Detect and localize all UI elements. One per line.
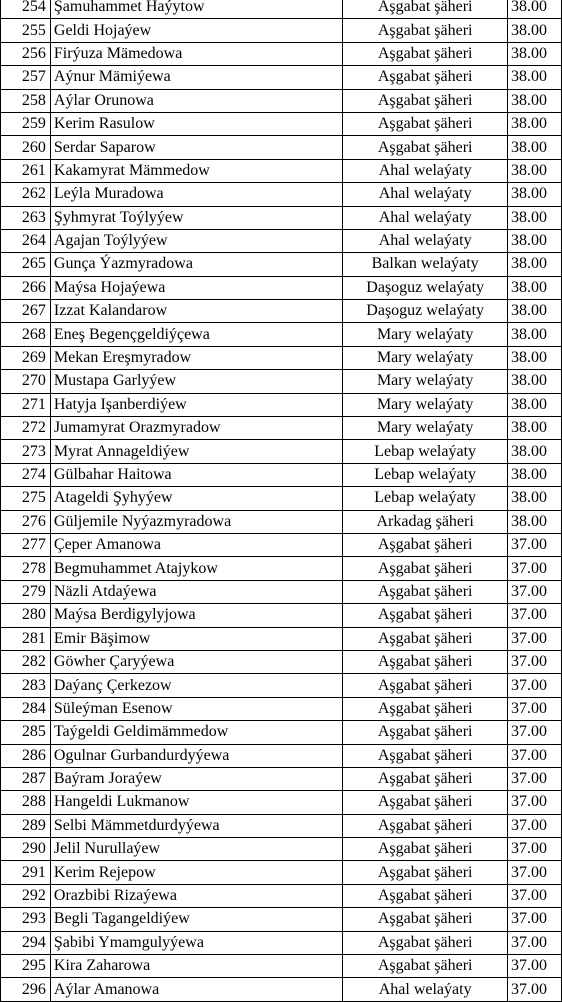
score-cell: 38.00 xyxy=(508,276,562,299)
name-cell: Eneş Begençgeldiýçewa xyxy=(50,323,342,346)
region-cell: Aşgabat şäheri xyxy=(343,89,508,112)
score-cell: 38.00 xyxy=(508,159,562,182)
table-row xyxy=(1,370,562,393)
row-number-cell: 278 xyxy=(1,557,51,580)
region-cell: Aşgabat şäheri xyxy=(343,908,508,931)
score-cell: 37.00 xyxy=(508,604,562,627)
row-number-cell: 258 xyxy=(1,89,51,112)
score-cell: 38.00 xyxy=(508,89,562,112)
region-cell: Ahal welaýaty xyxy=(343,229,508,252)
row-number-cell: 257 xyxy=(1,66,51,89)
row-number-cell: 262 xyxy=(1,183,51,206)
table-row xyxy=(1,463,562,486)
row-number-cell: 275 xyxy=(1,487,51,510)
region-cell: Lebap welaýaty xyxy=(343,463,508,486)
region-cell: Aşgabat şäheri xyxy=(343,66,508,89)
row-number-cell: 295 xyxy=(1,955,51,978)
region-cell: Lebap welaýaty xyxy=(343,440,508,463)
score-cell: 37.00 xyxy=(508,721,562,744)
name-cell: Aýnur Mämiýewa xyxy=(50,66,342,89)
table-row xyxy=(1,721,562,744)
region-cell: Aşgabat şäheri xyxy=(343,604,508,627)
region-cell: Aşgabat şäheri xyxy=(343,767,508,790)
table-row xyxy=(1,393,562,416)
name-cell: Aýlar Orunowa xyxy=(50,89,342,112)
score-cell: 38.00 xyxy=(508,183,562,206)
row-number-cell: 285 xyxy=(1,721,51,744)
row-number-cell: 280 xyxy=(1,604,51,627)
name-cell: Izzat Kalandarow xyxy=(50,300,342,323)
table-row xyxy=(1,767,562,790)
score-cell: 37.00 xyxy=(508,838,562,861)
score-cell: 38.00 xyxy=(508,440,562,463)
score-cell: 38.00 xyxy=(508,253,562,276)
score-cell: 37.00 xyxy=(508,767,562,790)
name-cell: Myrat Annageldiýew xyxy=(50,440,342,463)
row-number-cell: 260 xyxy=(1,136,51,159)
name-cell: Şabibi Ymamgulyýewa xyxy=(50,931,342,954)
table-row xyxy=(1,580,562,603)
table-row xyxy=(1,908,562,931)
name-cell: Gunça Ýazmyradowa xyxy=(50,253,342,276)
row-number-cell: 263 xyxy=(1,206,51,229)
table-row xyxy=(1,42,562,65)
table-body xyxy=(1,0,562,1001)
region-cell: Mary welaýaty xyxy=(343,346,508,369)
name-cell: Näzli Atdaýewa xyxy=(50,580,342,603)
name-cell: Geldi Hojaýew xyxy=(50,19,342,42)
row-number-cell: 279 xyxy=(1,580,51,603)
score-cell: 37.00 xyxy=(508,650,562,673)
name-cell: Süleýman Esenow xyxy=(50,697,342,720)
score-cell: 37.00 xyxy=(508,580,562,603)
region-cell: Aşgabat şäheri xyxy=(343,557,508,580)
score-cell: 37.00 xyxy=(508,955,562,978)
name-cell: Gülbahar Haitowa xyxy=(50,463,342,486)
name-cell: Şyhmyrat Toýlyýew xyxy=(50,206,342,229)
score-cell: 38.00 xyxy=(508,510,562,533)
score-cell: 37.00 xyxy=(508,908,562,931)
row-number-cell: 273 xyxy=(1,440,51,463)
row-number-cell: 293 xyxy=(1,908,51,931)
region-cell: Aşgabat şäheri xyxy=(343,112,508,135)
region-cell: Lebap welaýaty xyxy=(343,487,508,510)
score-cell: 37.00 xyxy=(508,884,562,907)
table-row xyxy=(1,861,562,884)
score-cell: 37.00 xyxy=(508,627,562,650)
region-cell: Aşgabat şäheri xyxy=(343,19,508,42)
table-row xyxy=(1,19,562,42)
row-number-cell: 271 xyxy=(1,393,51,416)
score-cell: 38.00 xyxy=(508,0,562,19)
row-number-cell: 269 xyxy=(1,346,51,369)
row-number-cell: 288 xyxy=(1,791,51,814)
row-number-cell: 272 xyxy=(1,417,51,440)
row-number-cell: 286 xyxy=(1,744,51,767)
table-row xyxy=(1,0,562,19)
name-cell: Taýgeldi Geldimämmedow xyxy=(50,721,342,744)
region-cell: Ahal welaýaty xyxy=(343,159,508,182)
score-cell: 37.00 xyxy=(508,791,562,814)
row-number-cell: 291 xyxy=(1,861,51,884)
region-cell: Ahal welaýaty xyxy=(343,978,508,1001)
region-cell: Daşoguz welaýaty xyxy=(343,300,508,323)
score-cell: 38.00 xyxy=(508,487,562,510)
region-cell: Aşgabat şäheri xyxy=(343,650,508,673)
table-row xyxy=(1,557,562,580)
region-cell: Aşgabat şäheri xyxy=(343,0,508,19)
table-row xyxy=(1,276,562,299)
row-number-cell: 276 xyxy=(1,510,51,533)
table-row xyxy=(1,533,562,556)
name-cell: Firýuza Mämedowa xyxy=(50,42,342,65)
table-row xyxy=(1,978,562,1001)
row-number-cell: 267 xyxy=(1,300,51,323)
region-cell: Aşgabat şäheri xyxy=(343,791,508,814)
name-cell: Maýsa Hojaýewa xyxy=(50,276,342,299)
score-cell: 38.00 xyxy=(508,19,562,42)
table-row xyxy=(1,300,562,323)
region-cell: Mary welaýaty xyxy=(343,370,508,393)
score-cell: 37.00 xyxy=(508,931,562,954)
name-cell: Orazbibi Rizaýewa xyxy=(50,884,342,907)
region-cell: Aşgabat şäheri xyxy=(343,884,508,907)
region-cell: Aşgabat şäheri xyxy=(343,955,508,978)
table-row xyxy=(1,814,562,837)
row-number-cell: 256 xyxy=(1,42,51,65)
score-cell: 37.00 xyxy=(508,697,562,720)
table-row xyxy=(1,323,562,346)
row-number-cell: 274 xyxy=(1,463,51,486)
row-number-cell: 265 xyxy=(1,253,51,276)
region-cell: Daşoguz welaýaty xyxy=(343,276,508,299)
row-number-cell: 283 xyxy=(1,674,51,697)
row-number-cell: 255 xyxy=(1,19,51,42)
region-cell: Balkan welaýaty xyxy=(343,253,508,276)
region-cell: Aşgabat şäheri xyxy=(343,674,508,697)
region-cell: Aşgabat şäheri xyxy=(343,814,508,837)
name-cell: Kira Zaharowa xyxy=(50,955,342,978)
score-cell: 37.00 xyxy=(508,744,562,767)
table-row xyxy=(1,510,562,533)
name-cell: Kerim Rasulow xyxy=(50,112,342,135)
score-cell: 38.00 xyxy=(508,346,562,369)
table-row xyxy=(1,697,562,720)
region-cell: Aşgabat şäheri xyxy=(343,42,508,65)
table-row xyxy=(1,66,562,89)
table-row xyxy=(1,604,562,627)
name-cell: Daýanç Çerkezow xyxy=(50,674,342,697)
region-cell: Ahal welaýaty xyxy=(343,206,508,229)
table-row xyxy=(1,884,562,907)
score-cell: 38.00 xyxy=(508,112,562,135)
name-cell: Mustapa Garlyýew xyxy=(50,370,342,393)
row-number-cell: 294 xyxy=(1,931,51,954)
table-row xyxy=(1,487,562,510)
region-cell: Aşgabat şäheri xyxy=(343,931,508,954)
row-number-cell: 261 xyxy=(1,159,51,182)
name-cell: Göwher Çaryýewa xyxy=(50,650,342,673)
name-cell: Hatyja Işanberdiýew xyxy=(50,393,342,416)
region-cell: Aşgabat şäheri xyxy=(343,136,508,159)
region-cell: Mary welaýaty xyxy=(343,323,508,346)
score-cell: 38.00 xyxy=(508,323,562,346)
region-cell: Aşgabat şäheri xyxy=(343,533,508,556)
score-cell: 37.00 xyxy=(508,861,562,884)
name-cell: Kerim Rejepow xyxy=(50,861,342,884)
score-cell: 38.00 xyxy=(508,463,562,486)
region-cell: Aşgabat şäheri xyxy=(343,721,508,744)
row-number-cell: 266 xyxy=(1,276,51,299)
score-cell: 38.00 xyxy=(508,66,562,89)
name-cell: Jumamyrat Orazmyradow xyxy=(50,417,342,440)
table-row xyxy=(1,229,562,252)
table-row xyxy=(1,650,562,673)
table-row xyxy=(1,253,562,276)
score-cell: 37.00 xyxy=(508,978,562,1001)
name-cell: Begmuhammet Atajykow xyxy=(50,557,342,580)
region-cell: Mary welaýaty xyxy=(343,393,508,416)
table-row xyxy=(1,183,562,206)
table-row xyxy=(1,136,562,159)
name-cell: Ogulnar Gurbandurdyýewa xyxy=(50,744,342,767)
row-number-cell: 287 xyxy=(1,767,51,790)
region-cell: Mary welaýaty xyxy=(343,417,508,440)
row-number-cell: 254 xyxy=(1,0,51,19)
name-cell: Güljemile Nyýazmyradowa xyxy=(50,510,342,533)
row-number-cell: 289 xyxy=(1,814,51,837)
region-cell: Aşgabat şäheri xyxy=(343,697,508,720)
table-row xyxy=(1,674,562,697)
row-number-cell: 281 xyxy=(1,627,51,650)
table-row xyxy=(1,89,562,112)
table-row xyxy=(1,931,562,954)
table-row xyxy=(1,955,562,978)
name-cell: Baýram Joraýew xyxy=(50,767,342,790)
row-number-cell: 259 xyxy=(1,112,51,135)
score-cell: 37.00 xyxy=(508,557,562,580)
table-row xyxy=(1,159,562,182)
table-row xyxy=(1,112,562,135)
name-cell: Hangeldi Lukmanow xyxy=(50,791,342,814)
score-cell: 38.00 xyxy=(508,136,562,159)
name-cell: Kakamyrat Mämmedow xyxy=(50,159,342,182)
region-cell: Aşgabat şäheri xyxy=(343,580,508,603)
score-cell: 37.00 xyxy=(508,814,562,837)
name-cell: Aýlar Amanowa xyxy=(50,978,342,1001)
name-cell: Çeper Amanowa xyxy=(50,533,342,556)
row-number-cell: 296 xyxy=(1,978,51,1001)
row-number-cell: 292 xyxy=(1,884,51,907)
name-cell: Serdar Saparow xyxy=(50,136,342,159)
table-row xyxy=(1,791,562,814)
region-cell: Aşgabat şäheri xyxy=(343,838,508,861)
table-row xyxy=(1,744,562,767)
region-cell: Aşgabat şäheri xyxy=(343,744,508,767)
region-cell: Aşgabat şäheri xyxy=(343,627,508,650)
row-number-cell: 268 xyxy=(1,323,51,346)
table-row xyxy=(1,440,562,463)
table-row xyxy=(1,627,562,650)
name-cell: Jelil Nurullaýew xyxy=(50,838,342,861)
row-number-cell: 270 xyxy=(1,370,51,393)
row-number-cell: 284 xyxy=(1,697,51,720)
score-cell: 37.00 xyxy=(508,533,562,556)
table-row xyxy=(1,206,562,229)
name-cell: Selbi Mämmetdurdyýewa xyxy=(50,814,342,837)
score-cell: 38.00 xyxy=(508,393,562,416)
name-cell: Agajan Toýlyýew xyxy=(50,229,342,252)
name-cell: Maýsa Berdigylyjowa xyxy=(50,604,342,627)
row-number-cell: 290 xyxy=(1,838,51,861)
row-number-cell: 264 xyxy=(1,229,51,252)
score-cell: 38.00 xyxy=(508,42,562,65)
name-cell: Mekan Ereşmyradow xyxy=(50,346,342,369)
score-cell: 38.00 xyxy=(508,300,562,323)
score-cell: 38.00 xyxy=(508,206,562,229)
name-cell: Begli Tagangeldiýew xyxy=(50,908,342,931)
name-cell: Şamuhammet Haýytow xyxy=(50,0,342,19)
name-cell: Atageldi Şyhyýew xyxy=(50,487,342,510)
table-row xyxy=(1,346,562,369)
row-number-cell: 282 xyxy=(1,650,51,673)
row-number-cell: 277 xyxy=(1,533,51,556)
name-cell: Emir Bäşimow xyxy=(50,627,342,650)
region-cell: Arkadag şäheri xyxy=(343,510,508,533)
table-row xyxy=(1,417,562,440)
table-row xyxy=(1,838,562,861)
score-cell: 38.00 xyxy=(508,417,562,440)
name-cell: Leýla Muradowa xyxy=(50,183,342,206)
score-cell: 37.00 xyxy=(508,674,562,697)
region-cell: Ahal welaýaty xyxy=(343,183,508,206)
score-cell: 38.00 xyxy=(508,370,562,393)
region-cell: Aşgabat şäheri xyxy=(343,861,508,884)
score-cell: 38.00 xyxy=(508,229,562,252)
